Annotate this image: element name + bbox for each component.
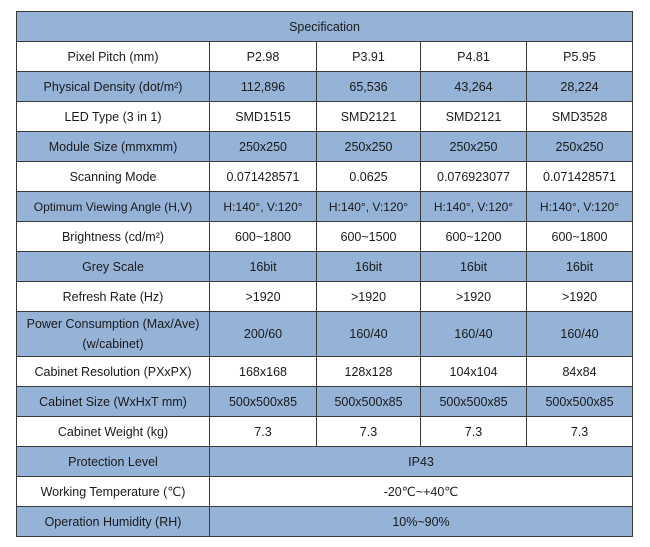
cell: 168x168 [210, 357, 317, 387]
cell: 43,264 [421, 72, 527, 102]
cell: P5.95 [527, 42, 633, 72]
table-row [17, 42, 633, 72]
merged-cell: -20℃~+40℃ [210, 477, 633, 507]
cell: 0.0625 [317, 162, 421, 192]
cell: SMD1515 [210, 102, 317, 132]
cell: SMD3528 [527, 102, 633, 132]
cell: 500x500x85 [210, 387, 317, 417]
cell: SMD2121 [317, 102, 421, 132]
cell: >1920 [317, 282, 421, 312]
table-row [17, 357, 633, 387]
cell: H:140°, V:120° [421, 192, 527, 222]
cell: 104x104 [421, 357, 527, 387]
table-title-row [17, 12, 633, 42]
table-row [17, 162, 633, 192]
cell: 500x500x85 [527, 387, 633, 417]
table-row [17, 102, 633, 132]
cell: 600~1500 [317, 222, 421, 252]
table-row [17, 72, 633, 102]
cell: 7.3 [210, 417, 317, 447]
cell: H:140°, V:120° [317, 192, 421, 222]
cell: 160/40 [527, 312, 633, 357]
cell: 16bit [421, 252, 527, 282]
cell: >1920 [527, 282, 633, 312]
table-row [17, 132, 633, 162]
cell: 0.071428571 [527, 162, 633, 192]
row-label: Cabinet Size (WxHxT mm) [17, 387, 210, 417]
row-label: Refresh Rate (Hz) [17, 282, 210, 312]
cell: 160/40 [317, 312, 421, 357]
cell: >1920 [210, 282, 317, 312]
specification-table [16, 11, 633, 537]
table-row [17, 312, 633, 357]
row-label: Scanning Mode [17, 162, 210, 192]
cell: 0.071428571 [210, 162, 317, 192]
cell: P2.98 [210, 42, 317, 72]
table-title: Specification [17, 12, 633, 42]
cell: 16bit [210, 252, 317, 282]
cell: 7.3 [421, 417, 527, 447]
cell: H:140°, V:120° [210, 192, 317, 222]
row-label: Brightness (cd/m²) [17, 222, 210, 252]
cell: 500x500x85 [421, 387, 527, 417]
cell: SMD2121 [421, 102, 527, 132]
cell: 7.3 [527, 417, 633, 447]
cell: H:140°, V:120° [527, 192, 633, 222]
row-label: Optimum Viewing Angle (H,V) [17, 192, 210, 222]
cell: 600~1200 [421, 222, 527, 252]
table-row [17, 477, 633, 507]
table-row [17, 387, 633, 417]
cell: 7.3 [317, 417, 421, 447]
cell: 250x250 [210, 132, 317, 162]
table-row [17, 222, 633, 252]
merged-cell: IP43 [210, 447, 633, 477]
table-row [17, 282, 633, 312]
row-label: Cabinet Resolution (PXxPX) [17, 357, 210, 387]
cell: P3.91 [317, 42, 421, 72]
row-label: Working Temperature (℃) [17, 477, 210, 507]
row-label: Cabinet Weight (kg) [17, 417, 210, 447]
cell: 84x84 [527, 357, 633, 387]
row-label: Pixel Pitch (mm) [17, 42, 210, 72]
table-row [17, 252, 633, 282]
table-row [17, 507, 633, 537]
row-label: Physical Density (dot/m²) [17, 72, 210, 102]
cell: 160/40 [421, 312, 527, 357]
cell: 500x500x85 [317, 387, 421, 417]
row-label: LED Type (3 in 1) [17, 102, 210, 132]
row-label: Protection Level [17, 447, 210, 477]
cell: 112,896 [210, 72, 317, 102]
row-label: Grey Scale [17, 252, 210, 282]
row-label: Module Size (mmxmm) [17, 132, 210, 162]
cell: 16bit [317, 252, 421, 282]
table-row [17, 192, 633, 222]
cell: 16bit [527, 252, 633, 282]
cell: P4.81 [421, 42, 527, 72]
row-label: Power Consumption (Max/Ave) (w/cabinet) [17, 312, 210, 357]
row-label: Operation Humidity (RH) [17, 507, 210, 537]
cell: 128x128 [317, 357, 421, 387]
merged-cell: 10%~90% [210, 507, 633, 537]
cell: 250x250 [527, 132, 633, 162]
cell: 600~1800 [527, 222, 633, 252]
cell: 28,224 [527, 72, 633, 102]
cell: 600~1800 [210, 222, 317, 252]
cell: 200/60 [210, 312, 317, 357]
table-row [17, 447, 633, 477]
cell: 250x250 [317, 132, 421, 162]
cell: >1920 [421, 282, 527, 312]
cell: 0.076923077 [421, 162, 527, 192]
cell: 250x250 [421, 132, 527, 162]
table-row [17, 417, 633, 447]
cell: 65,536 [317, 72, 421, 102]
